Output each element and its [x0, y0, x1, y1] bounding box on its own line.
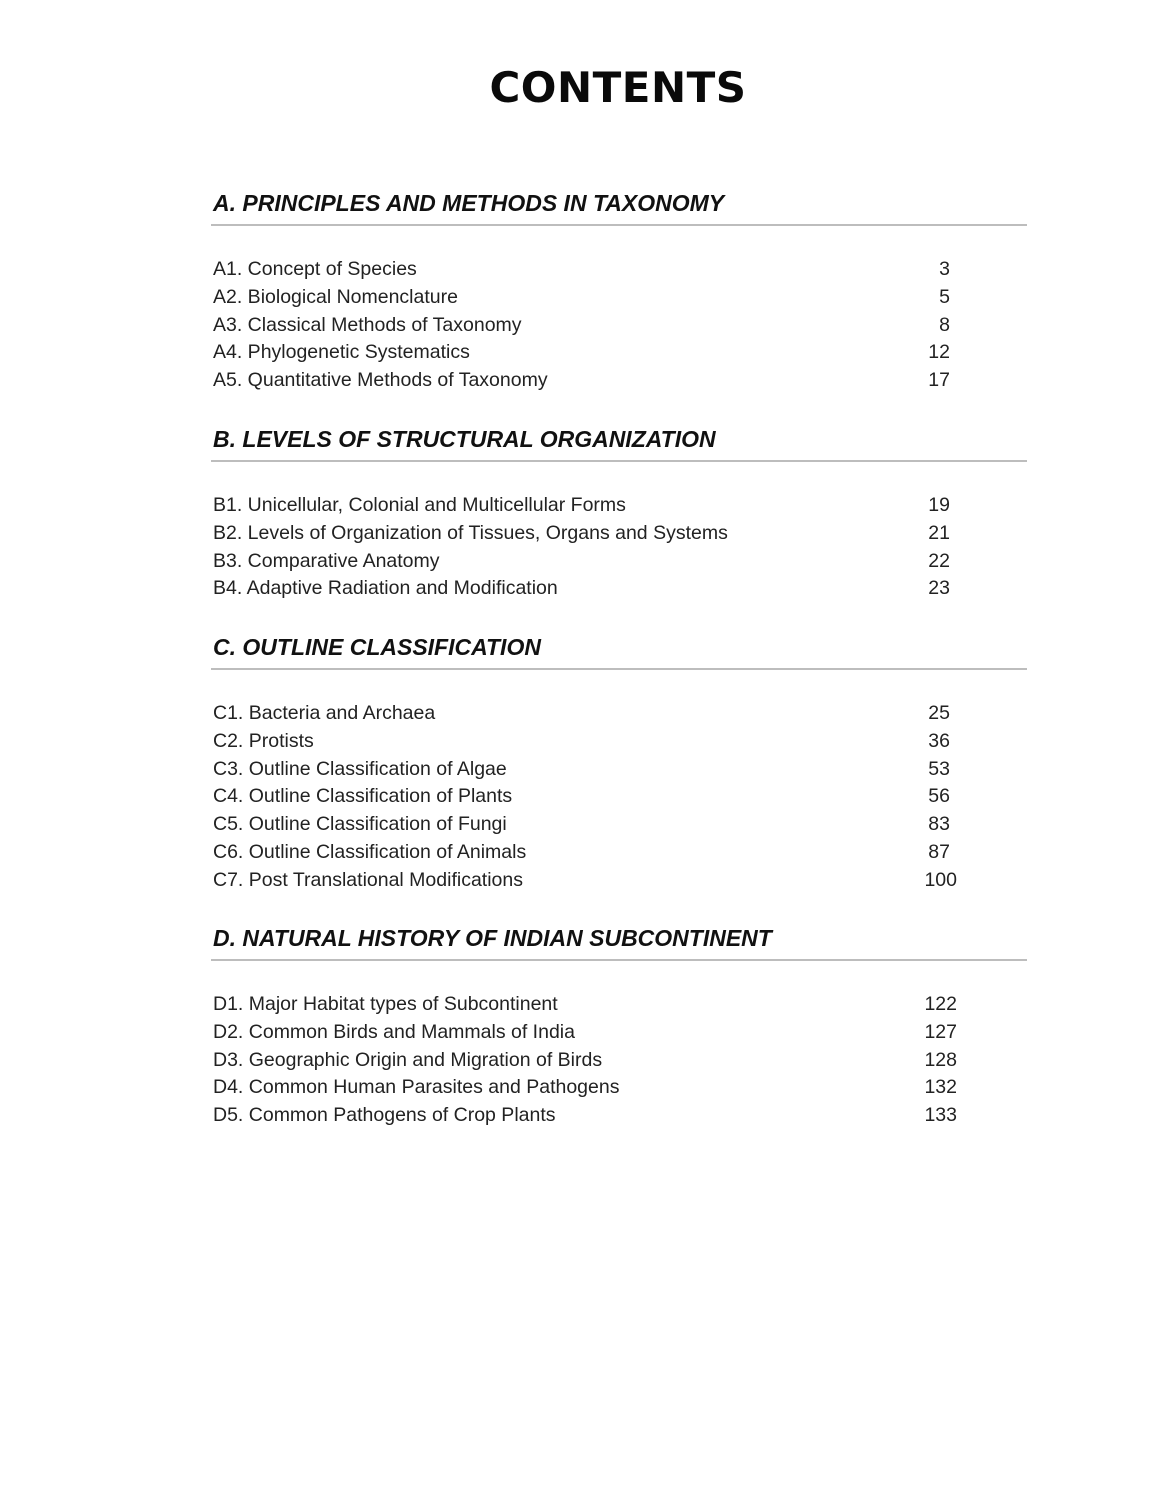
entry-title: A5. Quantitative Methods of Taxonomy — [213, 369, 548, 392]
entry-title: D4. Common Human Parasites and Pathogens — [213, 1076, 620, 1099]
section-divider — [211, 460, 1027, 462]
entry-page-number: 53 — [928, 757, 950, 780]
entry-page-number: 133 — [924, 1104, 957, 1127]
entry-page-number: 83 — [928, 813, 950, 836]
toc-entry[interactable] — [211, 492, 1027, 520]
entry-title: C6. Outline Classification of Animals — [213, 840, 527, 863]
toc-section-a — [211, 188, 1027, 395]
section-heading: C. OUTLINE CLASSIFICATION — [213, 634, 541, 660]
entry-page-number: 87 — [928, 840, 950, 863]
entry-title: B4. Adaptive Radiation and Modification — [213, 577, 558, 600]
toc-entry[interactable] — [211, 1074, 1027, 1102]
entry-title: D5. Common Pathogens of Crop Plants — [213, 1104, 556, 1127]
section-heading: B. LEVELS OF STRUCTURAL ORGANIZATION — [213, 426, 716, 452]
section-divider — [211, 224, 1027, 226]
entry-title: C1. Bacteria and Archaea — [213, 702, 436, 724]
entry-title: C5. Outline Classification of Fungi — [213, 813, 507, 836]
toc-entry[interactable] — [211, 312, 1027, 340]
toc-section-b — [211, 424, 1027, 603]
toc-entry[interactable] — [211, 256, 1027, 284]
toc-entries — [211, 700, 1027, 895]
entry-title: A1. Concept of Species — [213, 258, 417, 280]
entry-page-number: 132 — [924, 1076, 957, 1099]
section-heading: D. NATURAL HISTORY OF INDIAN SUBCONTINENT — [213, 925, 772, 951]
toc-section-d — [211, 923, 1027, 1130]
entry-page-number: 22 — [928, 549, 950, 572]
entry-title: A3. Classical Methods of Taxonomy — [213, 313, 522, 336]
entry-title: B2. Levels of Organization of Tissues, Organs and Systems — [213, 521, 728, 544]
toc-entry[interactable] — [211, 811, 1027, 839]
toc-entries — [211, 492, 1027, 603]
toc-entry[interactable] — [211, 1019, 1027, 1047]
toc-entry[interactable] — [211, 867, 1027, 895]
toc-entry[interactable] — [211, 284, 1027, 312]
entry-page-number: 12 — [928, 341, 950, 364]
entry-title: A2. Biological Nomenclature — [213, 285, 458, 308]
entry-page-number: 21 — [928, 521, 950, 544]
entry-title: D2. Common Birds and Mammals of India — [213, 1020, 575, 1043]
entry-title: B1. Unicellular, Colonial and Multicellular Forms — [213, 494, 626, 516]
entry-page-number: 128 — [924, 1048, 957, 1071]
entry-title: C7. Post Translational Modifications — [213, 868, 523, 891]
toc-entry[interactable] — [211, 367, 1027, 395]
toc-entry[interactable] — [211, 756, 1027, 784]
toc-entry[interactable] — [211, 575, 1027, 603]
entry-page-number: 122 — [924, 993, 957, 1015]
toc-entry[interactable] — [211, 1102, 1027, 1130]
toc-entry[interactable] — [211, 728, 1027, 756]
section-divider — [211, 959, 1027, 961]
toc-section-c — [211, 632, 1027, 895]
toc-entries — [211, 991, 1027, 1130]
entry-page-number: 23 — [928, 577, 950, 600]
toc-entry[interactable] — [211, 520, 1027, 548]
entry-title: C4. Outline Classification of Plants — [213, 785, 513, 808]
entry-title: C3. Outline Classification of Algae — [213, 757, 507, 780]
entry-page-number: 36 — [928, 729, 950, 752]
entry-page-number: 3 — [939, 258, 950, 280]
entry-title: C2. Protists — [213, 729, 314, 752]
page-title: CONTENTS — [489, 63, 747, 112]
entry-page-number: 19 — [928, 494, 950, 516]
entry-page-number: 5 — [939, 285, 950, 308]
entry-title: A4. Phylogenetic Systematics — [213, 341, 470, 364]
entry-page-number: 127 — [924, 1020, 957, 1043]
toc-entry[interactable] — [211, 700, 1027, 728]
entry-page-number: 56 — [928, 785, 950, 808]
section-heading: A. PRINCIPLES AND METHODS IN TAXONOMY — [213, 190, 725, 216]
entry-page-number: 17 — [928, 369, 950, 392]
entry-page-number: 25 — [928, 702, 950, 724]
entry-page-number: 100 — [924, 868, 957, 891]
toc-entry[interactable] — [211, 783, 1027, 811]
entry-title: D3. Geographic Origin and Migration of Birds — [213, 1048, 603, 1071]
toc-entry[interactable] — [211, 839, 1027, 867]
toc-entry[interactable] — [211, 1047, 1027, 1075]
toc-entry[interactable] — [211, 548, 1027, 576]
entry-title: B3. Comparative Anatomy — [213, 549, 440, 572]
toc-entry[interactable] — [211, 991, 1027, 1019]
toc-entries — [211, 256, 1027, 395]
section-divider — [211, 668, 1027, 670]
entry-title: D1. Major Habitat types of Subcontinent — [213, 993, 558, 1015]
entry-page-number: 8 — [939, 313, 950, 336]
toc-entry[interactable] — [211, 339, 1027, 367]
